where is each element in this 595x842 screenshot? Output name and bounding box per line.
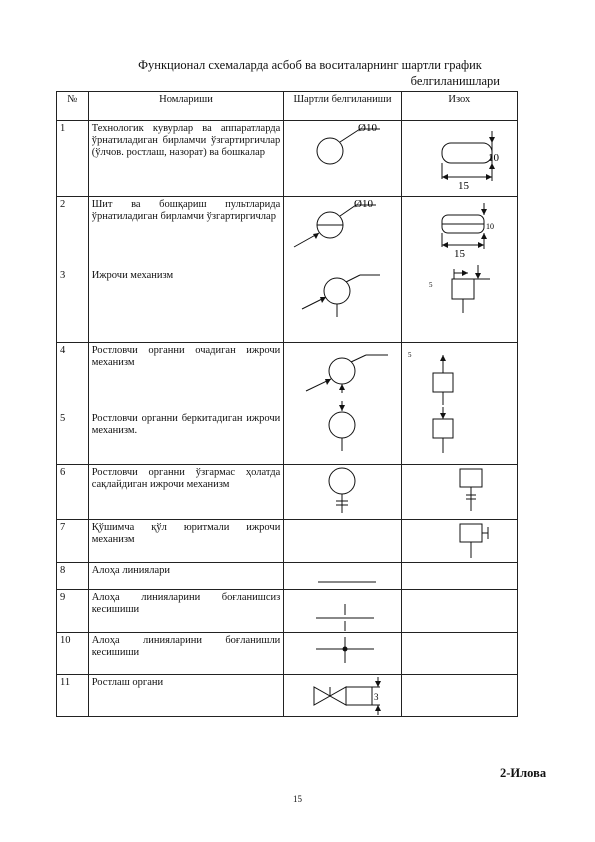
symbol-cell: [284, 675, 401, 717]
row-number: 10: [57, 633, 89, 675]
note-cell: [401, 590, 517, 633]
row-number-5: 5: [60, 413, 66, 424]
dimension-sketch: [402, 121, 518, 195]
header-note: Изох: [401, 92, 517, 121]
row-name: [88, 197, 284, 343]
panel-sensor-symbols: [284, 197, 401, 341]
document-title-line1: Функционал схемаларда асбоб ва воситаларнинг шартли график: [138, 58, 482, 72]
header-symbol: Шартли белгиланиши: [284, 92, 401, 121]
table-row: [57, 121, 518, 197]
table-row: [57, 465, 518, 520]
row-number: 11: [57, 675, 89, 717]
table-row: [57, 343, 518, 465]
table-row: [57, 633, 518, 675]
table-header-row: [57, 92, 518, 121]
row-name-5: Ростловчи органни беркитадиган ижрочи механизм.: [91, 413, 281, 436]
note-cell: [401, 121, 517, 197]
actuator-symbols: [284, 343, 401, 463]
width-label: 15: [453, 248, 465, 260]
table-row: [57, 675, 518, 717]
row-name-3: Ижрочи механизм: [91, 270, 174, 281]
page-number: 15: [293, 794, 302, 804]
table-row: [57, 197, 518, 343]
row-number: 6: [57, 465, 89, 520]
row-name: Ростлаш органи: [88, 675, 284, 717]
valve-size-label: 3: [374, 692, 379, 702]
row-number: 8: [57, 563, 89, 590]
width-label: 15: [457, 180, 469, 192]
control-valve-symbol: [284, 675, 401, 715]
fixed-position-actuator-symbol: [284, 465, 401, 518]
row-number: 9: [57, 590, 89, 633]
diameter-label: Ø10: [358, 122, 378, 134]
symbol-cell: [284, 465, 401, 520]
dimension-sketch: [402, 197, 518, 341]
symbol-cell: [284, 121, 401, 197]
symbol-cell: [284, 633, 401, 675]
row-name: Алоҳа линияларини боғланишли кесишиши: [88, 633, 284, 675]
note-cell: [401, 343, 517, 465]
row-number-3: 3: [60, 270, 66, 281]
connection-line-symbol: [284, 563, 401, 588]
symbol-cell: [284, 197, 401, 343]
row-name-2: Шит ва бошқариш пультларида ўрнатиладиган бирламчи ўзгартиргичлар: [91, 199, 281, 222]
size-label: 5: [428, 281, 433, 289]
note-cell: [401, 633, 517, 675]
size-label: 5: [407, 351, 412, 359]
row-name: Технологик кувурлар ва аппаратларда ўрнатиладиган бирламчи ўзгартиргичлар (ўлчов. ростлаш, назорат) ва бошкалар: [88, 121, 284, 197]
row-number-2: 2: [60, 199, 66, 210]
row-number: [57, 343, 89, 465]
row-name-4: Ростловчи органни очадиган ижрочи механизм: [91, 345, 281, 368]
row-number-4: 4: [60, 345, 66, 356]
actuator-sketches: [402, 343, 518, 463]
table-row: [57, 590, 518, 633]
symbol-cell: [284, 343, 401, 465]
row-name: [88, 343, 284, 465]
note-cell: [401, 197, 517, 343]
row-number: 1: [57, 121, 89, 197]
symbols-table: [56, 91, 518, 717]
height-label: 10: [485, 222, 494, 231]
unconnected-crossing-symbol: [284, 590, 401, 631]
note-cell: [401, 520, 517, 563]
table-row: [57, 563, 518, 590]
symbol-cell: [284, 520, 401, 563]
header-name: Номлариши: [88, 92, 284, 121]
height-label: 10: [487, 152, 499, 164]
note-cell: [401, 465, 517, 520]
symbol-cell: [284, 563, 401, 590]
row-name: Алоҳа линиялари: [88, 563, 284, 590]
document-title-line2: белгиланишлари: [410, 74, 500, 88]
fixed-position-sketch: [402, 465, 518, 518]
row-name: Алоҳа линияларини боғланишсиз кесишиши: [88, 590, 284, 633]
header-number: №: [57, 92, 89, 121]
row-number: [57, 197, 89, 343]
note-cell: [401, 563, 517, 590]
row-name: Қўшимча қўл юритмали ижрочи механизм: [88, 520, 284, 563]
connected-crossing-symbol: [284, 633, 401, 673]
manual-drive-sketch: [402, 520, 518, 561]
appendix-label: 2-Илова: [500, 766, 547, 780]
symbol-cell: [284, 590, 401, 633]
row-number: 7: [57, 520, 89, 563]
sensor-circle-symbol: [284, 121, 401, 195]
note-cell: [401, 675, 517, 717]
diameter-label: Ø10: [354, 198, 374, 210]
row-name: Ростловчи органни ўзгармас ҳолатда сақлайдиган ижрочи механизм: [88, 465, 284, 520]
table-row: [57, 520, 518, 563]
